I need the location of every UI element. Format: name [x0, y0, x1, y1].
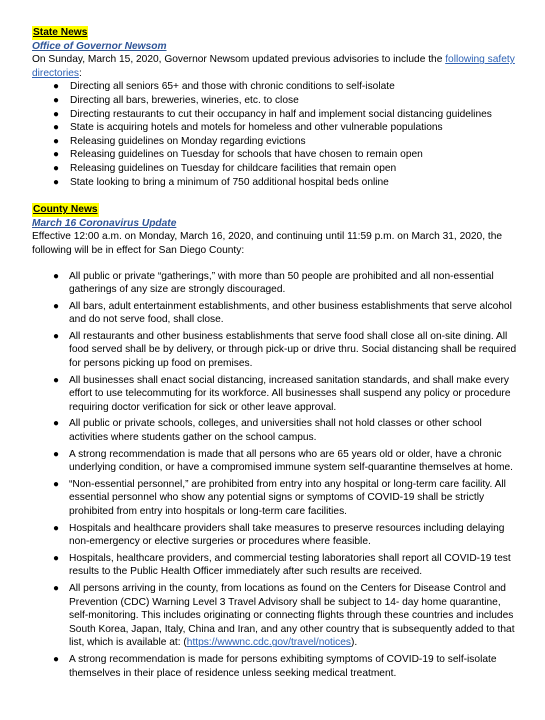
bullet-icon: ● [53, 176, 60, 188]
list-item: ● A strong recommendation is made for persons exhibiting symptoms of COVID-19 to self-isolate themselves in their place of residence unless seeking medical treatment. [53, 653, 497, 679]
state-news-section [32, 26, 518, 189]
list-item: ● Directing restaurants to cut their occupancy in half and implement social distancing guidelines [53, 108, 492, 120]
county-orders-list [32, 270, 518, 681]
county-news-intro: Effective 12:00 a.m. on Monday, March 16, 2020, and continuing until 11:59 p.m. on March 31, 2020, the following will be in effect for San Diego County: [32, 231, 503, 256]
list-item: ● State is acquiring hotels and motels for homeless and other vulnerable populations [53, 122, 443, 134]
state-news-heading: State News [33, 27, 88, 38]
bullet-icon: ● [53, 478, 60, 490]
bullet-icon: ● [53, 374, 60, 386]
state-intro-text: On Sunday, March 15, 2020, Governor Newsom updated previous advisories to include the [32, 54, 446, 66]
list-item: ● All persons arriving in the county, from locations as found on the Centers for Disease Control and Prevention (CDC) Warning Level 3 Travel Advisory shall be subject to 14- day home quarantine, self-monitoring. This includes originating or connecting flights through these countries and includes South Korea, Japan, Italy, China and Iran, and any other country that is subsequently added to that list, which is available at: (https://wwwnc.cdc.gov/travel/notices). [53, 582, 515, 649]
safety-directories-link[interactable]: following safety directories [32, 54, 515, 79]
list-item: ● All businesses shall enact social distancing, increased sanitation standards, and shall make every effort to use telecommuting for its workforce. All businesses shall suspend any policy or procedure requiring doctor verification for sick or other leave approval. [53, 374, 511, 413]
list-item: ● Hospitals and healthcare providers shall take measures to preserve resources including delaying non-emergency or elective surgeries or procedures where feasible. [53, 522, 505, 548]
bullet-icon: ● [53, 552, 60, 564]
bullet-icon: ● [53, 522, 60, 534]
list-item: ● State looking to bring a minimum of 750 additional hospital beds online [53, 176, 389, 188]
bullet-icon: ● [53, 653, 60, 665]
bullet-icon: ● [53, 330, 60, 342]
bullet-icon: ● [53, 122, 60, 134]
county-news-heading: County News [33, 204, 98, 216]
bullet-icon: ● [53, 582, 60, 594]
bullet-icon: ● [53, 162, 60, 174]
bullet-icon: ● [53, 94, 60, 106]
list-item: ● “Non-essential personnel,” are prohibited from entry into any hospital or long-term care facility. All essential personnel who show any potential signs or symptoms of COVID-19 shall be strictly prohibited from entry into hospitals or long-term care facilities. [53, 478, 506, 517]
state-directives-list [32, 80, 518, 189]
bullet-icon: ● [53, 149, 60, 161]
bullet-icon: ● [53, 448, 60, 460]
document-page [32, 26, 518, 683]
list-item: ● Releasing guidelines on Tuesday for childcare facilities that remain open [53, 162, 397, 174]
state-news-subheading: Office of Governor Newsom [32, 40, 167, 52]
bullet-icon: ● [53, 418, 60, 430]
state-news-intro [32, 53, 518, 80]
list-item: ● Hospitals, healthcare providers, and commercial testing laboratories shall report all COVID-19 test results to the Public Health Officer immediately after such results are received. [53, 552, 511, 578]
bullet-icon: ● [53, 135, 60, 147]
cdc-travel-notices-link[interactable]: https://wwwnc.cdc.gov/travel/notices [186, 637, 351, 649]
list-item: ● All public or private schools, colleges, and universities shall not hold classes or other school activities where students gather on the school campus. [53, 418, 482, 444]
county-news-subheading: March 16 Coronavirus Update [32, 217, 177, 229]
list-item: ● All public or private “gatherings,” with more than 50 people are prohibited and all non-essential gatherings of any size are strongly discouraged. [53, 270, 494, 296]
state-intro-end: : [79, 67, 82, 79]
list-item: ● Directing all seniors 65+ and those with chronic conditions to self-isolate [53, 81, 395, 93]
bullet-icon: ● [53, 300, 60, 312]
list-item: ● Directing all bars, breweries, wineries, etc. to close [53, 94, 299, 106]
list-item: ● Releasing guidelines on Tuesday for schools that have chosen to remain open [53, 149, 423, 161]
list-item: ● Releasing guidelines on Monday regarding evictions [53, 135, 306, 147]
list-item: ● All bars, adult entertainment establishments, and other business establishments that serve alcohol and do not serve food, shall close. [53, 300, 512, 326]
county-news-section [32, 203, 518, 680]
bullet-icon: ● [53, 108, 60, 120]
bullet-icon: ● [53, 270, 60, 282]
list-item: ● All restaurants and other business establishments that serve food shall close all on-site dining. All food served shall be by delivery, or through pick-up or drive thru. Social distancing shall be required for persons picking up food on premises. [53, 330, 517, 370]
bullet-icon: ● [53, 81, 60, 93]
list-item: ● A strong recommendation is made that all persons who are 65 years old or older, have a chronic underlying condition, or have a compromised immune system self-quarantine themselves at home. [53, 448, 513, 474]
